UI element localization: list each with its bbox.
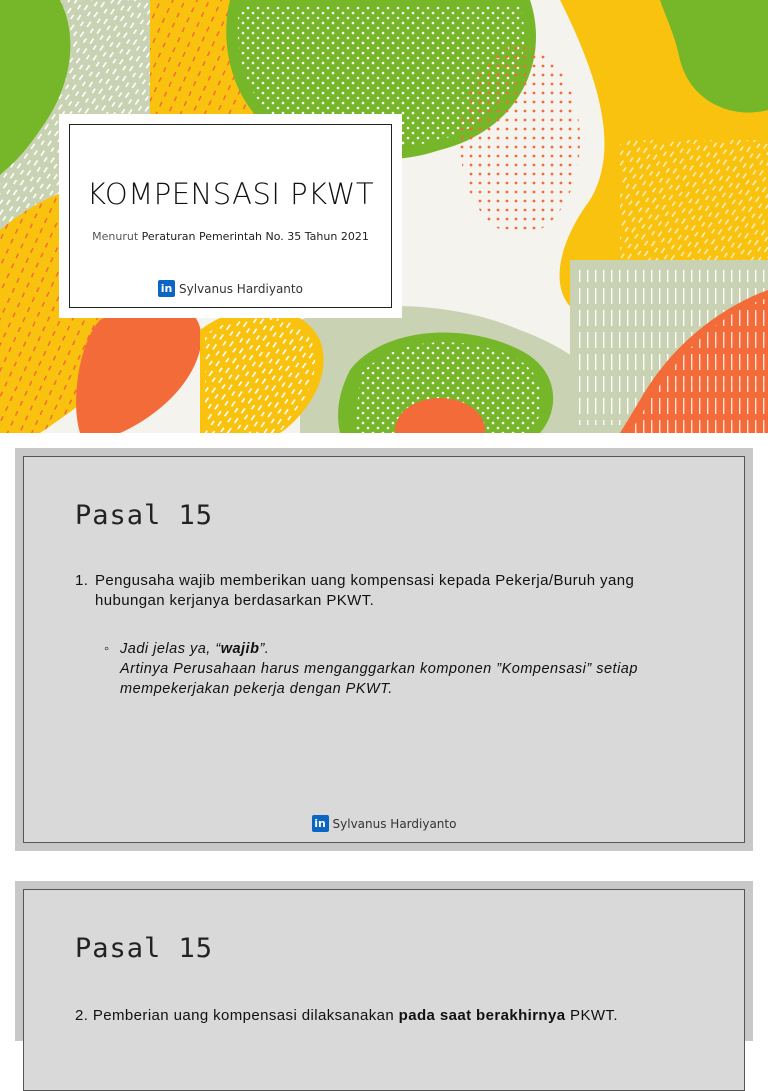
item-text-suffix: PKWT. bbox=[565, 1007, 618, 1024]
author-name: Sylvanus Hardiyanto bbox=[179, 281, 303, 296]
bullet-text bbox=[104, 639, 704, 699]
slide-pasal-15-item-1 bbox=[15, 448, 753, 851]
item-number: 2. bbox=[75, 1007, 89, 1024]
numbered-item bbox=[75, 1006, 715, 1026]
bullet-item bbox=[104, 639, 704, 699]
bullet-marker: ◦ bbox=[104, 641, 110, 657]
bullet-line1-suffix: ”. bbox=[259, 641, 270, 657]
item-text-prefix: Pemberian uang kompensasi dilaksanakan bbox=[92, 1007, 399, 1024]
cover-slide bbox=[0, 0, 768, 433]
slide-heading: Pasal 15 bbox=[75, 500, 214, 531]
subtitle-main: Peraturan Pemerintah No. 35 Tahun 2021 bbox=[141, 230, 369, 243]
slide-frame bbox=[23, 456, 745, 843]
title-card bbox=[59, 114, 402, 318]
slide-pasal-15-item-2 bbox=[15, 881, 753, 1041]
linkedin-icon[interactable]: in bbox=[158, 280, 175, 297]
item-text: Pengusaha wajib memberikan uang kompensasi kepada Pekerja/Buruh yang hubungan kerjanya berdasarkan PKWT. bbox=[95, 572, 635, 609]
bullet-line2: Artinya Perusahaan harus menganggarkan komponen ”Kompensasi” setiap mempekerjakan pekerja dengan PKWT. bbox=[120, 661, 638, 697]
slide-footer-author bbox=[24, 815, 744, 832]
numbered-item bbox=[75, 571, 685, 611]
slide-frame bbox=[23, 889, 745, 1091]
title-frame bbox=[69, 124, 392, 308]
bullet-line1-prefix: Jadi jelas ya, “ bbox=[120, 641, 221, 657]
cover-author bbox=[70, 280, 391, 297]
slide-heading: Pasal 15 bbox=[75, 933, 214, 964]
bullet-line1-bold: wajib bbox=[220, 641, 260, 657]
cover-subtitle bbox=[70, 230, 391, 243]
item-text-bold: pada saat berakhirnya bbox=[398, 1007, 566, 1024]
author-name: Sylvanus Hardiyanto bbox=[332, 816, 457, 831]
subtitle-prefix: Menurut bbox=[92, 230, 139, 243]
cover-title: KOMPENSASI PKWT bbox=[86, 177, 375, 211]
item-number: 1. bbox=[75, 572, 89, 589]
linkedin-icon[interactable]: in bbox=[312, 815, 329, 832]
